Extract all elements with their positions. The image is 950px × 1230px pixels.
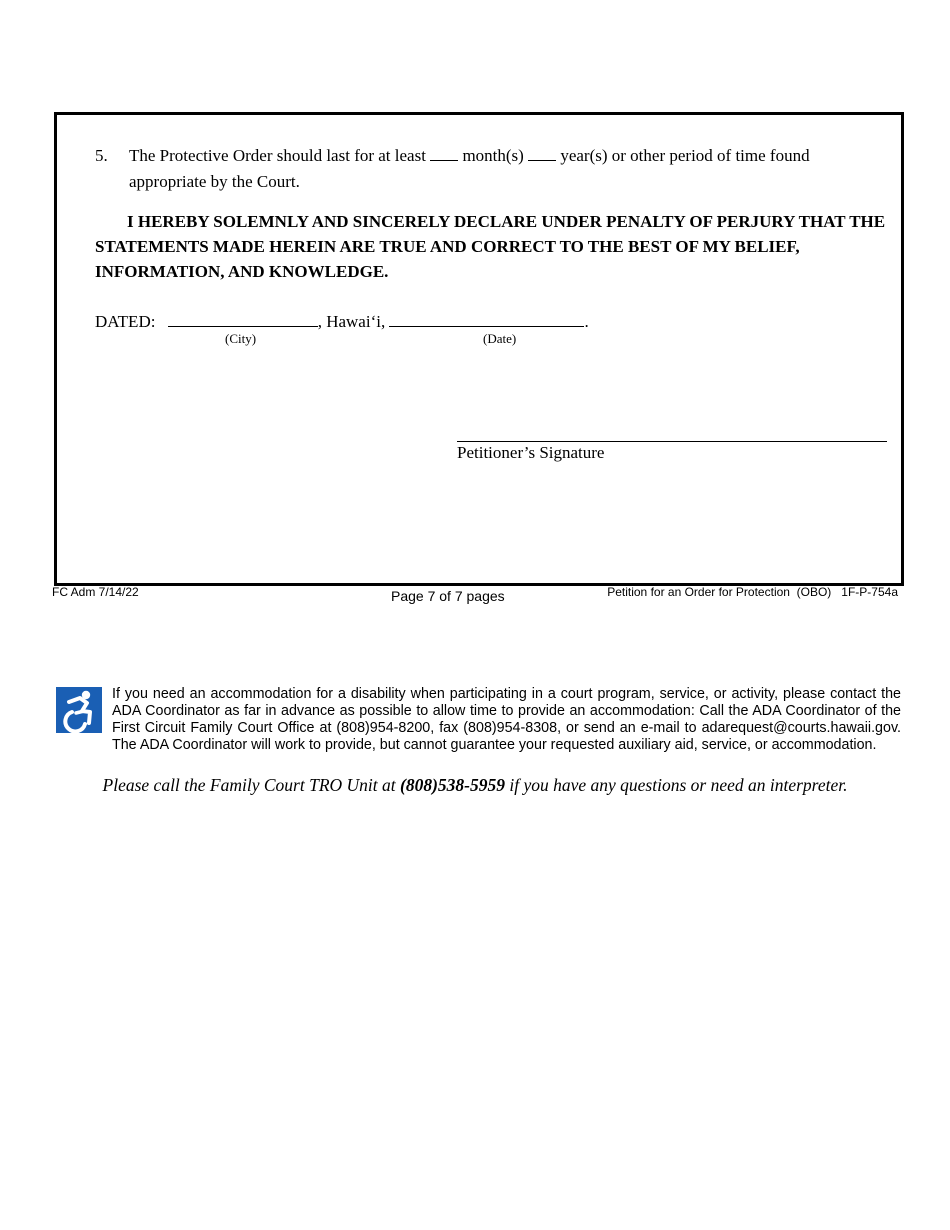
page-number: Page 7 of 7 pages [391,588,505,604]
tro-note-after: if you have any questions or need an interpreter. [504,775,848,795]
month-label: month(s) [462,146,524,165]
ada-notice: If you need an accommodation for a disability when participating in a court program, service, or activity, please contact the ADA Coordinator as far in advance as possible to allow time to provide an accommodation: Call the ADA Coordinator of the First Circuit Family Court Office at (808)954-8200, fax (808)954-8308, or send an e-mail to adarequest@courts.hawaii.gov. The ADA Coordinator will work to provide, but cannot guarantee your requested auxiliary aid, service, or accommodation. [112,686,901,753]
form-code: FC Adm 7/14/22 [52,585,139,599]
years-blank[interactable] [528,146,556,161]
date-blank[interactable] [389,312,584,327]
accessibility-icon-glyph [56,687,102,733]
tro-phone: (808)538-5959 [400,775,505,795]
state-text: , Hawai‘i, [317,312,386,331]
perjury-declaration: I HEREBY SOLEMNLY AND SINCERELY DECLARE UNDER PENALTY OF PERJURY THAT THE STATEMENTS MADE HEREIN ARE TRUE AND CORRECT TO THE BEST OF MY BELIEF, INFORMATION, AND KNOWLEDGE. [95,212,886,281]
city-caption: (City) [225,331,257,346]
months-blank[interactable] [430,146,458,161]
date-caption: (Date) [483,331,517,346]
dated-end-punct: . [584,312,589,331]
dated-label: DATED: [95,312,156,331]
item-number: 5. [95,146,108,165]
form-title: Petition for an Order for Protection (OBO) 1F-P-754a [607,585,898,599]
accessibility-icon [56,687,102,733]
tro-note-before: Please call the Family Court TRO Unit at [102,775,400,795]
item-5-text-after: year(s) or other period of time found appropriate by the Court. [129,146,810,191]
tro-unit-note [0,774,950,796]
city-blank[interactable] [168,312,318,327]
signature-label: Petitioner’s Signature [457,443,605,462]
item-5-text-before: The Protective Order should last for at least [129,146,426,165]
item-5-text [129,143,889,195]
dated-row [95,311,589,333]
